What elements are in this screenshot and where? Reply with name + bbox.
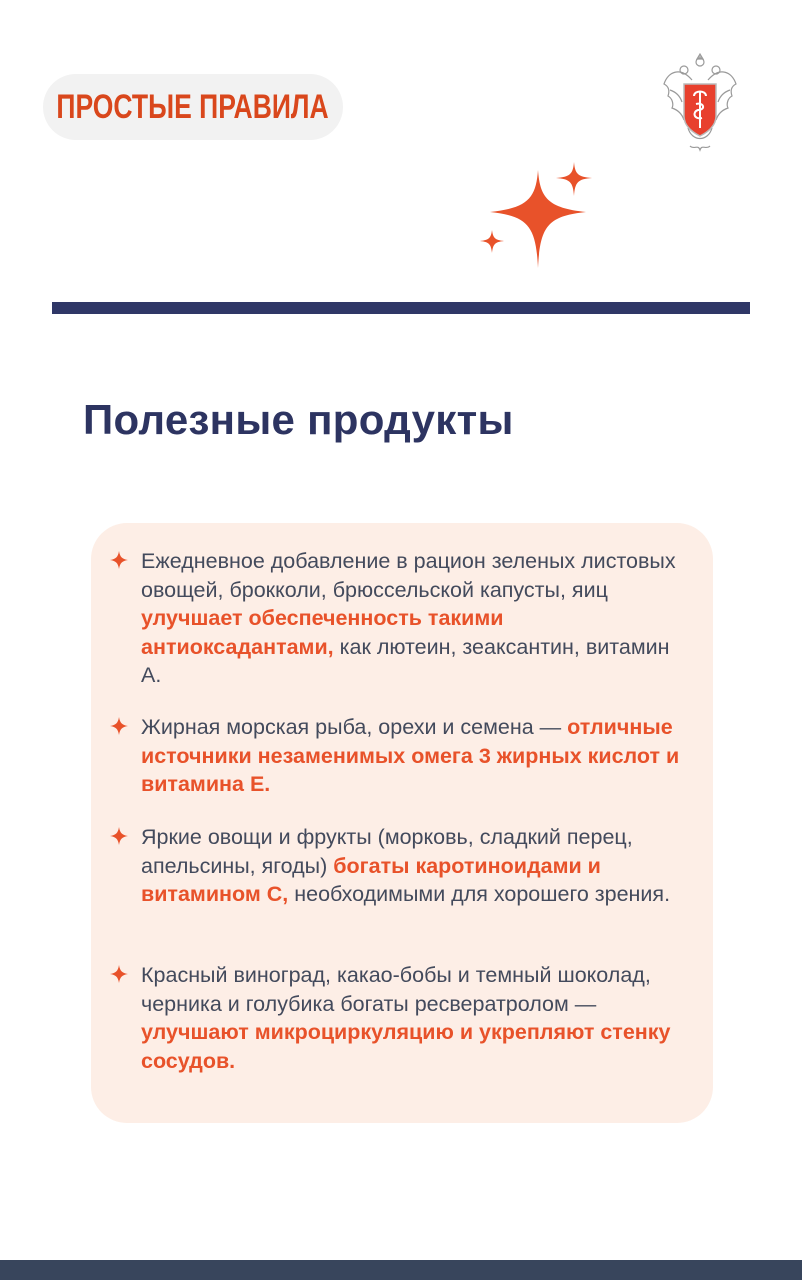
sparkles-icon bbox=[478, 160, 598, 272]
list-item-text: Ежедневное добавление в рацион зеленых листовых овощей, брокколи, брюссельской капусты, яиц улучшает обеспеченность такими антиоксадантами, как лютеин, зеаксантин, витамин А. bbox=[141, 549, 676, 687]
four-point-star-icon bbox=[110, 827, 128, 845]
list-item bbox=[110, 823, 690, 909]
list-item bbox=[110, 961, 690, 1075]
list-item-text: Жирная морская рыба, орехи и семена — отличные источники незаменимых омега 3 жирных кислот и витамина Е. bbox=[141, 715, 680, 796]
list-item-text: Яркие овощи и фрукты (морковь, сладкий перец, апельсины, ягоды) богаты каротиноидами и витамином С, необходимыми для хорошего зрения. bbox=[141, 825, 671, 906]
four-point-star-icon bbox=[110, 965, 128, 983]
rubric-badge bbox=[43, 74, 343, 140]
footer-bar bbox=[0, 1260, 802, 1280]
highlight: отличные источники незаменимых омега 3 жирных кислот и витамина Е. bbox=[141, 715, 680, 796]
rubric-badge-label: ПРОСТЫЕ ПРАВИЛА bbox=[56, 87, 330, 126]
list-item bbox=[110, 713, 690, 799]
four-point-star-icon bbox=[110, 551, 128, 569]
highlight: улучшают микроциркуляцию и укрепляют стенку сосудов. bbox=[141, 1020, 671, 1073]
tips-card bbox=[91, 523, 713, 1123]
header-divider bbox=[52, 302, 750, 314]
list-item bbox=[110, 547, 690, 690]
four-point-star-icon bbox=[110, 717, 128, 735]
highlight: улучшает обеспеченность такими антиоксадантами, bbox=[141, 606, 504, 659]
page-title: Полезные продукты bbox=[83, 396, 514, 443]
list-item-text: Красный виноград, какао-бобы и темный шоколад, черника и голубика богаты ресвератролом — улучшают микроциркуляцию и укрепляют стенку сосудов. bbox=[141, 963, 671, 1073]
emblem-icon bbox=[662, 50, 738, 158]
highlight: богаты каротиноидами и витамином С, bbox=[141, 853, 601, 906]
